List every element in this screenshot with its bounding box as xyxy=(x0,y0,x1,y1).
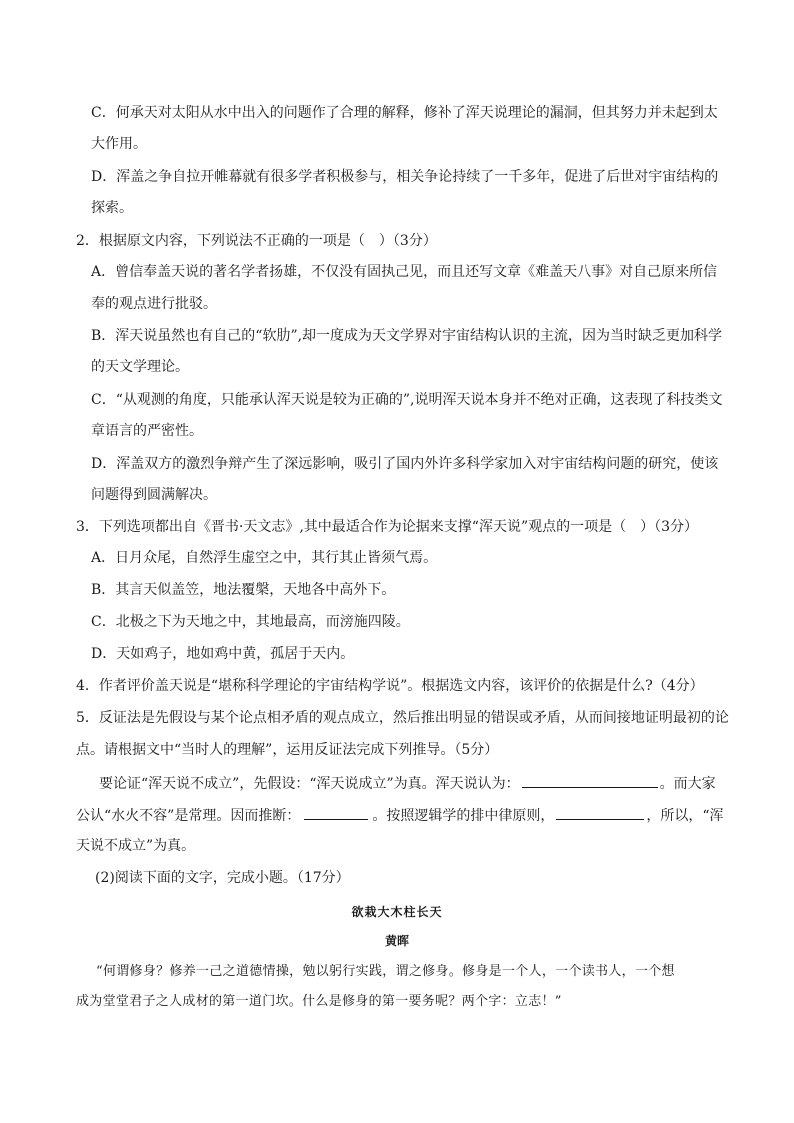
q5-derivation-text-d: 。按照逻辑学的排中律原则， xyxy=(372,808,555,824)
q2-option-c-line1: C．“从观测的角度，只能承认浑天说是较为正确的”,说明浑天说本身并不绝对正确，这表现了科技类文 xyxy=(91,392,723,408)
q5-derivation-text-a: 要论证“浑天说不成立”，先假设：“浑天说成立”为真。浑天说认为： xyxy=(99,776,520,792)
q2-option-c-line2: 章语言的严密性。 xyxy=(91,423,203,439)
q5-stem-line1: 5．反证法是先假设与某个论点相矛盾的观点成立，然后推出明显的错误或矛盾，从而间接地证明最初的论 xyxy=(76,710,729,726)
q3-option-c: C．北极之下为天地之中，其地最高，而滂施四陵。 xyxy=(91,614,410,630)
q2-option-a-line1: A．曾信奉盖天说的著名学者扬雄，不仅没有固执己见，而且还写文章《难盖天八事》对自己原来所信 xyxy=(91,264,718,280)
q3-stem: 3．下列选项都出自《晋书·天文志》,其中最适合作为论据来支撑“浑天说”观点的一项是（ ）（3分） xyxy=(76,519,699,535)
q1-option-d-line1: D．浑盖之争自拉开帷幕就有很多学者积极参与，相关争论持续了一千多年，促进了后世对宇宙结构的 xyxy=(91,169,719,185)
q2-stem: 2．根据原文内容，下列说法不正确的一项是（ ）（3分） xyxy=(76,233,437,249)
q5-derivation-text-b: 。而大家 xyxy=(659,776,716,792)
section2-intro: (2)阅读下面的文字，完成小题。（17分） xyxy=(95,870,350,886)
q5-derivation-text-e: ，所以，“浑 xyxy=(646,808,724,824)
q5-derivation-text-c: 公认“水火不容”是常理。因而推断： xyxy=(76,808,301,824)
q2-option-b-line2: 的天文学理论。 xyxy=(91,359,189,375)
answer-blank-1[interactable] xyxy=(522,773,658,788)
q2-option-a-line2: 奉的观点进行批驳。 xyxy=(91,296,217,312)
q5-stem-line2: 点。请根据文中“当时人的理解”，运用反证法完成下列推导。（5分） xyxy=(76,742,499,758)
q5-derivation-line1 xyxy=(99,773,716,793)
q2-option-d-line2: 问题得到圆满解决。 xyxy=(91,487,217,503)
q3-option-b: B．其言天似盖笠，地法覆槃，天地各中高外下。 xyxy=(91,582,396,598)
answer-blank-2[interactable] xyxy=(304,805,368,820)
q5-derivation-line2 xyxy=(76,805,724,825)
answer-blank-3[interactable] xyxy=(556,805,644,820)
q3-option-a: A．日月众尾，自然浮生虚空之中，其行其止皆须气焉。 xyxy=(91,550,438,566)
q2-option-d-line1: D．浑盖双方的激烈争辩产生了深远影响，吸引了国内外许多科学家加入对宇宙结构问题的研究，使该 xyxy=(91,456,719,472)
article-paragraph-line2: 成为堂堂君子之人成材的第一道门坎。什么是修身的第一要务呢？两个字：立志！” xyxy=(76,994,562,1009)
article-paragraph-line1: “何谓修身？修养一己之道德情操，勉以躬行实践，谓之修身。修身是一个人，一个读书人，一个想 xyxy=(96,964,675,979)
article-title: 欲栽大木柱长天 xyxy=(351,905,443,919)
q1-option-c-line1: C．何承天对太阳从水中出入的问题作了合理的解释，修补了浑天说理论的漏洞，但其努力并未起到太 xyxy=(91,105,718,121)
q3-option-d: D．天如鸡子，地如鸡中黄，孤居于天内。 xyxy=(91,646,355,662)
q2-option-b-line1: B．浑天说虽然也有自己的“软肋”,却一度成为天文学界对宇宙结构认识的主流，因为当时缺乏更加科学 xyxy=(91,328,723,344)
q4-stem: 4．作者评价盖天说是“堪称科学理论的宇宙结构学说”。根据选文内容，该评价的依据是什么?（4分） xyxy=(76,678,704,694)
article-author: 黄晖 xyxy=(384,934,409,948)
q1-option-c-line2: 大作用。 xyxy=(91,136,147,152)
q1-option-d-line2: 探索。 xyxy=(91,200,133,216)
q5-derivation-line3: 天说不成立”为真。 xyxy=(76,838,196,854)
